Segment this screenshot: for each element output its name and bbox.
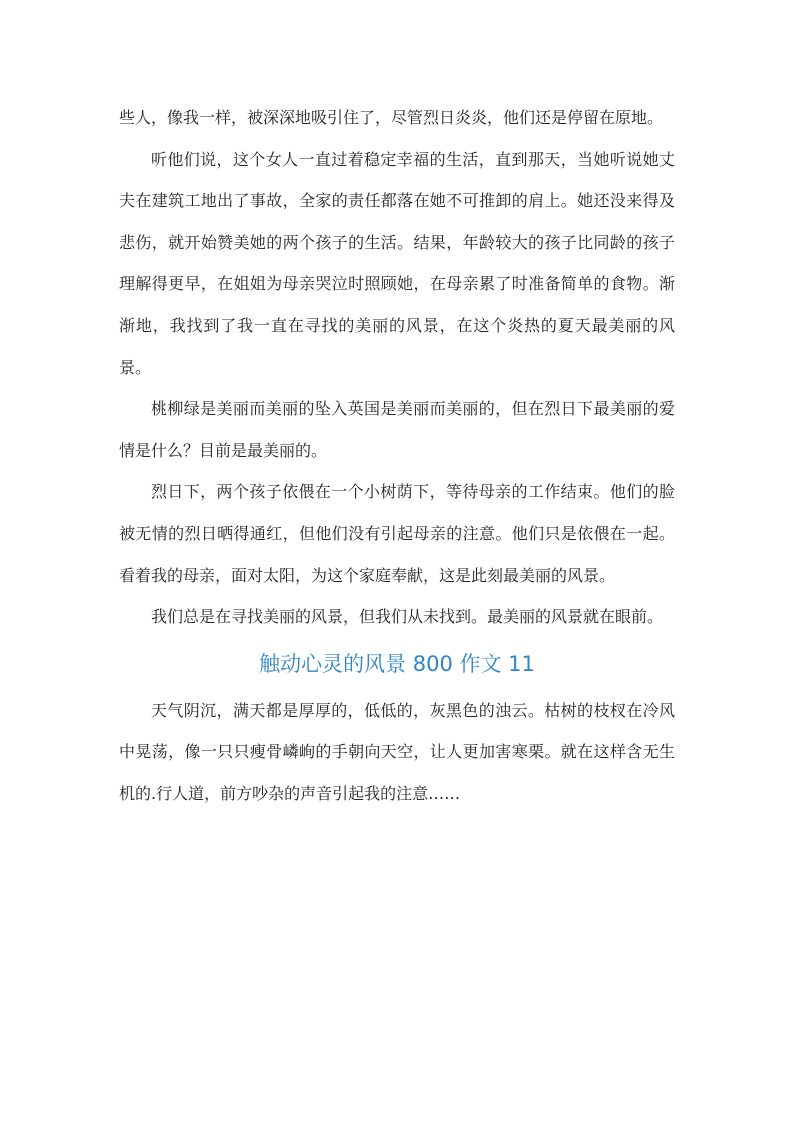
paragraph-1: 些人，像我一样，被深深地吸引住了，尽管烈日炎炎，他们还是停留在原地。 — [119, 108, 664, 127]
paragraph-4: 烈日下，两个孩子依偎在一个小树荫下，等待母亲的工作结束。他们的脸被无情的烈日晒得通红，但他们没有引起母亲的注意。他们只是依偎在一起。看着我的母亲，面对太阳，为这个家庭奉献，这是此刻最美丽的风景。 — [119, 482, 675, 585]
paragraph-3: 桃柳绿是美丽而美丽的坠入英国是美丽而美丽的，但在烈日下最美丽的爱情是什么？目前是最美丽的。 — [119, 399, 675, 460]
document-content — [119, 97, 675, 815]
paragraph-2: 听他们说，这个女人一直过着稳定幸福的生活，直到那天，当她听说她丈夫在建筑工地出了事故，全家的责任都落在她不可推卸的肩上。她还没来得及悲伤，就开始赞美她的两个孩子的生活。结果，年龄较大的孩子比同龄的孩子理解得更早，在姐姐为母亲哭泣时照顾她，在母亲累了时准备简单的食物。渐渐地，我找到了我一直在寻找的美丽的风景，在这个炎热的夏天最美丽的风景。 — [119, 149, 675, 377]
paragraph-5: 我们总是在寻找美丽的风景，但我们从未找到。最美丽的风景就在眼前。 — [151, 607, 664, 627]
paragraph-6: 天气阴沉，满天都是厚厚的，低低的，灰黑色的浊云。枯树的枝杈在冷风中晃荡，像一只只瘦骨嶙峋的手朝向天空，让人更加害寒栗。就在这样含无生机的.行人道，前方吵杂的声音引起我的注意…… — [119, 700, 675, 803]
essay-heading: 触动心灵的风景 800 作文 11 — [259, 651, 535, 676]
